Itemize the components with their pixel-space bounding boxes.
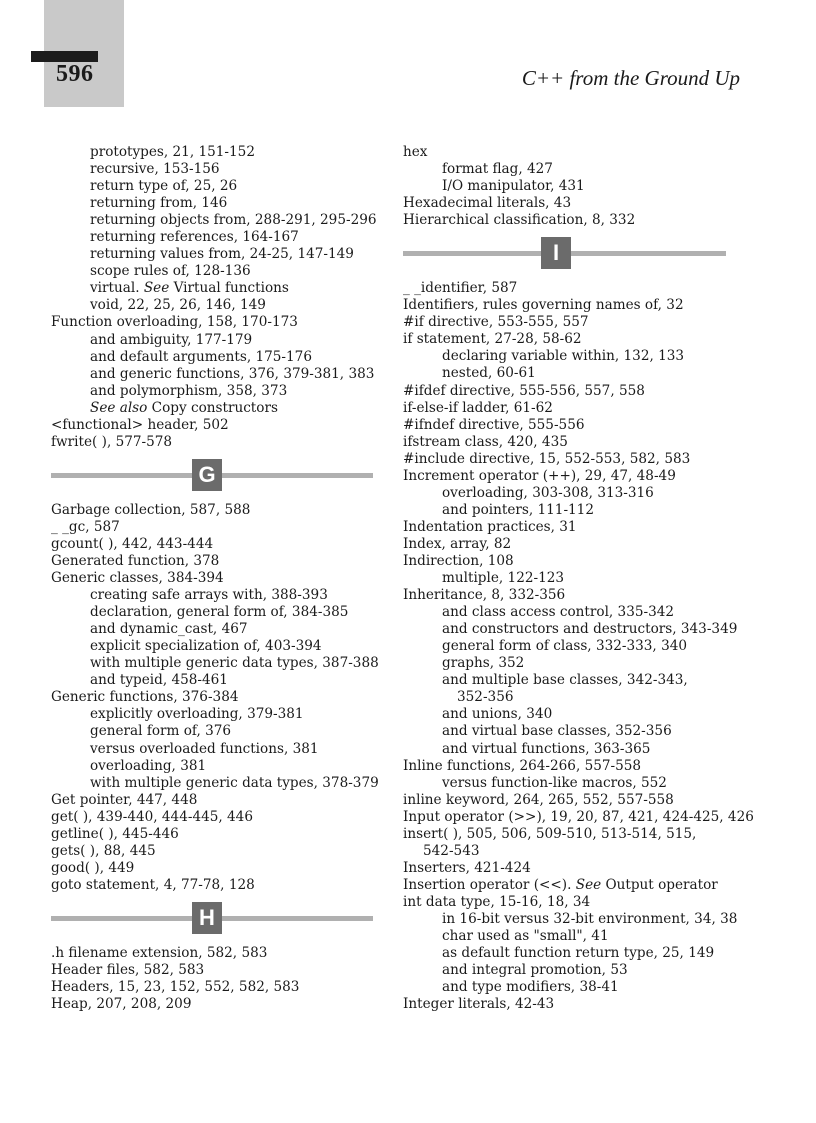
index-subentry [51,332,381,349]
entry-text: return type of, 25, 26 [90,178,238,195]
index-subentry [51,366,381,383]
index-subentry [403,348,783,365]
entry-text: .h filename extension, 582, 583 [51,944,268,961]
entry-text: and polymorphism, 358, 373 [90,382,288,399]
entry-text: Heap, 207, 208, 209 [51,996,192,1013]
entry-text: Output operator [601,876,718,893]
entry-text: Input operator (>>), 19, 20, 87, 421, 424-425, 426 [403,808,754,825]
entry-text: if-else-if ladder, 61-62 [403,399,553,416]
entry-text: and unions, 340 [442,706,553,723]
cross-reference-label: See also [90,399,148,416]
index-column-left [51,144,381,1013]
entry-text: scope rules of, 128-136 [90,263,251,280]
entry-text: general form of class, 332-333, 340 [442,638,688,655]
entry-text: fwrite( ), 577-578 [51,433,173,450]
index-subentry [51,263,381,280]
index-subentry [403,928,783,945]
letter-box-h: H [192,902,222,934]
entry-text: Hexadecimal literals, 43 [403,195,572,212]
index-entry [51,417,381,434]
entry-text: versus overloaded functions, 381 [90,740,319,757]
entry-text: and default arguments, 175-176 [90,348,312,365]
entry-text: overloading, 381 [90,757,207,774]
entry-text: _ _gc, 587 [51,518,120,535]
index-entry [403,195,783,212]
index-subentry [403,655,783,672]
index-subentry [403,161,783,178]
entry-text: Integer literals, 42-43 [403,996,555,1013]
index-subentry [403,979,783,996]
entry-text: _ _identifier, 587 [403,280,518,297]
entry-text: declaration, general form of, 384-385 [90,604,349,621]
entry-text: and virtual base classes, 352-356 [442,723,672,740]
index-subentry [403,604,783,621]
cross-reference-label: See [143,280,170,297]
entry-text: Headers, 15, 23, 152, 552, 582, 583 [51,979,300,996]
index-subentry [51,621,381,638]
entry-text: goto statement, 4, 77-78, 128 [51,876,255,893]
index-entry [403,331,783,348]
entry-text: getline( ), 445-446 [51,825,179,842]
entry-text: get( ), 439-440, 444-445, 446 [51,808,253,825]
letter-divider-g [51,459,373,493]
index-subentry [403,723,783,740]
entry-text: inline keyword, 264, 265, 552, 557-558 [403,791,674,808]
index-entry [51,570,381,587]
entry-text: Inline functions, 264-266, 557-558 [403,757,642,774]
index-subentry [51,229,381,246]
entry-text: Generated function, 378 [51,552,220,569]
page-number: 596 [56,61,94,87]
entry-text: and pointers, 111-112 [442,501,594,518]
index-entry [403,809,783,826]
entry-text: char used as "small", 41 [442,928,609,945]
index-entry [51,979,381,996]
entry-text: Copy constructors [147,399,278,416]
index-subentry [51,178,381,195]
index-subentry [51,706,381,723]
entry-text: and class access control, 335-342 [442,604,675,621]
index-subentry [51,775,381,792]
index-entry [51,877,381,894]
index-subentry [51,297,381,314]
index-subentry [51,383,381,400]
index-entry [403,877,783,894]
entry-text: Inheritance, 8, 332-356 [403,587,566,604]
index-entry [51,962,381,979]
entry-text: and integral promotion, 53 [442,962,628,979]
index-subentry [403,621,783,638]
index-entry [403,860,783,877]
index-entry [51,792,381,809]
index-continuation [403,689,783,706]
entry-text: Function overloading, 158, 170-173 [51,314,298,331]
entry-text: returning references, 164-167 [90,229,299,246]
entry-text: I/O manipulator, 431 [442,178,585,195]
entry-text: insert( ), 505, 506, 509-510, 513-514, 515, [403,825,697,842]
entry-text: with multiple generic data types, 387-388 [90,655,379,672]
index-entry [403,996,783,1013]
entry-text: #ifndef directive, 555-556 [403,416,585,433]
index-entry [403,383,783,400]
index-entry [403,400,783,417]
index-subentry [51,212,381,229]
index-subentry [403,365,783,382]
index-entry [51,996,381,1013]
entry-text: as default function return type, 25, 149 [442,945,715,962]
entry-text: and constructors and destructors, 343-349 [442,621,738,638]
entry-text: and virtual functions, 363-365 [442,740,651,757]
entry-text: <functional> header, 502 [51,416,229,433]
entry-text: gets( ), 88, 445 [51,842,156,859]
entry-text: ifstream class, 420, 435 [403,433,568,450]
index-entry [51,314,381,331]
index-subentry [51,741,381,758]
entry-text: versus function-like macros, 552 [442,774,667,791]
entry-text: multiple, 122-123 [442,570,565,587]
entry-text: and generic functions, 376, 379-381, 383 [90,365,375,382]
entry-text: gcount( ), 442, 443-444 [51,535,214,552]
index-subentry [51,246,381,263]
h-entries [51,945,381,1013]
index-subentry [51,144,381,161]
entry-text: explicitly overloading, 379-381 [90,706,304,723]
entry-text: Index, array, 82 [403,535,512,552]
entry-text: nested, 60-61 [442,365,536,382]
entry-text: format flag, 427 [442,161,553,178]
entry-text: prototypes, 21, 151-152 [90,144,255,160]
entry-text: and multiple base classes, 342-343, [442,672,688,689]
entry-text: graphs, 352 [442,655,525,672]
left-top-entries [51,144,381,451]
entry-text: overloading, 303-308, 313-316 [442,484,654,501]
index-entry [403,297,783,314]
index-entry [403,826,783,843]
entry-text: hex [403,144,428,160]
entry-text: #ifdef directive, 555-556, 557, 558 [403,382,645,399]
letter-divider-i [403,237,726,271]
index-subentry [51,655,381,672]
entry-text: Generic functions, 376-384 [51,689,239,706]
index-entry [403,587,783,604]
index-entry [403,792,783,809]
entry-text: and ambiguity, 177-179 [90,331,253,348]
entry-text: int data type, 15-16, 18, 34 [403,893,591,910]
index-entry [403,519,783,536]
index-subentry [403,911,783,928]
index-entry [403,894,783,911]
entry-text: general form of, 376 [90,723,232,740]
entry-text: and type modifiers, 38-41 [442,979,619,996]
entry-text: returning objects from, 288-291, 295-296 [90,212,377,229]
entry-text: Get pointer, 447, 448 [51,791,198,808]
index-column-right [403,144,783,1013]
index-entry [51,434,381,451]
entry-text: Increment operator (++), 29, 47, 48-49 [403,467,676,484]
index-entry [403,758,783,775]
cross-reference-label: See [575,876,602,893]
entry-text: Hierarchical classification, 8, 332 [403,212,636,229]
index-continuation [403,843,783,860]
entry-text: Garbage collection, 587, 588 [51,501,251,518]
g-entries [51,502,381,894]
index-subentry [51,672,381,689]
index-subentry [403,178,783,195]
index-subentry [403,945,783,962]
entry-text: and typeid, 458-461 [90,672,228,689]
letter-box-g: G [192,459,222,491]
entry-text: 352-356 [457,689,514,706]
index-entry [51,536,381,553]
entry-text: creating safe arrays with, 388-393 [90,587,328,604]
entry-text: Identifiers, rules governing names of, 32 [403,297,684,314]
letter-divider-h [51,902,373,936]
entry-text: declaring variable within, 132, 133 [442,348,685,365]
index-entry [51,809,381,826]
index-subentry [51,587,381,604]
index-entry [51,860,381,877]
index-subentry [51,195,381,212]
entry-text: void, 22, 25, 26, 146, 149 [90,297,266,314]
index-entry [51,553,381,570]
index-subentry [403,672,783,689]
index-subentry [403,570,783,587]
entry-text: good( ), 449 [51,859,135,876]
index-subentry [403,962,783,979]
index-entry [51,843,381,860]
entry-text: Inserters, 421-424 [403,859,531,876]
index-entry [403,468,783,485]
index-entry [403,451,783,468]
index-entry [403,536,783,553]
index-subentry [51,723,381,740]
index-subentry [51,349,381,366]
entry-text: Header files, 582, 583 [51,961,205,978]
entry-text: virtual. [90,280,144,297]
index-subentry [51,638,381,655]
index-subentry [403,638,783,655]
index-subentry [403,485,783,502]
index-entry [403,212,783,229]
letter-box-i: I [541,237,571,269]
index-entry [51,502,381,519]
index-subentry [51,280,381,297]
index-subentry [51,758,381,775]
entry-text: Insertion operator (<<). [403,876,576,893]
entry-text: Virtual functions [169,280,289,297]
index-subentry [403,775,783,792]
index-entry [403,280,783,297]
entry-text: Indentation practices, 31 [403,518,577,535]
index-entry [51,826,381,843]
right-top-entries [403,144,783,229]
index-subentry [51,400,381,417]
index-entry [51,945,381,962]
index-entry [403,434,783,451]
index-entry [51,689,381,706]
entry-text: returning from, 146 [90,195,228,212]
index-subentry [51,604,381,621]
entry-text: #if directive, 553-555, 557 [403,314,589,331]
entry-text: #include directive, 15, 552-553, 582, 583 [403,450,691,467]
index-subentry [403,741,783,758]
running-title: C++ from the Ground Up [521,66,740,90]
entry-text: Indirection, 108 [403,552,514,569]
index-subentry [403,502,783,519]
entry-text: explicit specialization of, 403-394 [90,638,322,655]
entry-text: Generic classes, 384-394 [51,570,224,587]
entry-text: recursive, 153-156 [90,161,220,178]
entry-text: with multiple generic data types, 378-379 [90,774,379,791]
index-entry [403,144,783,161]
index-entry [403,553,783,570]
index-entry [403,417,783,434]
index-entry [51,519,381,536]
entry-text: and dynamic_cast, 467 [90,621,248,638]
index-entry [403,314,783,331]
i-entries [403,280,783,1013]
index-subentry [403,706,783,723]
entry-text: 542-543 [423,842,480,859]
entry-text: returning values from, 24-25, 147-149 [90,246,354,263]
entry-text: in 16-bit versus 32-bit environment, 34, 38 [442,910,738,927]
entry-text: if statement, 27-28, 58-62 [403,331,582,348]
index-subentry [51,161,381,178]
